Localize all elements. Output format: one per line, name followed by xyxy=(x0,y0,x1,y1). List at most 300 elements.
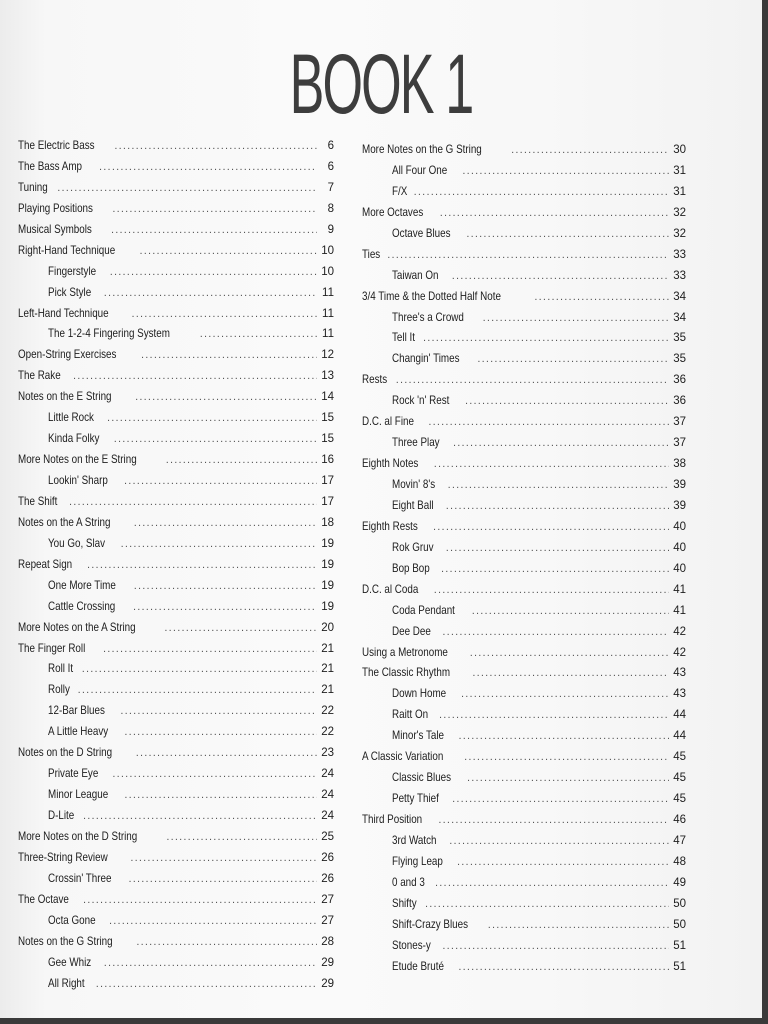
toc-entry-page: 18 xyxy=(321,516,334,529)
toc-entry-title: Raitt On xyxy=(392,707,429,722)
toc-entry-title: All Four One xyxy=(392,162,448,177)
dot-leader xyxy=(141,349,317,361)
dot-leader xyxy=(441,563,669,575)
dot-leader xyxy=(124,475,317,487)
toc-entry xyxy=(18,976,334,997)
dot-leader xyxy=(109,915,317,927)
toc-entry-page: 46 xyxy=(673,814,686,826)
toc-entry-title: Right-Hand Technique xyxy=(18,242,116,257)
dot-leader xyxy=(166,831,317,843)
dot-leader xyxy=(120,705,317,717)
toc-entry xyxy=(362,393,686,414)
toc-entry-page: 38 xyxy=(673,458,686,471)
dot-leader xyxy=(449,835,669,847)
toc-entry-page: 14 xyxy=(321,391,334,404)
toc-entry-title: Rok Gruv xyxy=(392,539,434,554)
dot-leader xyxy=(87,559,317,571)
toc-entry xyxy=(18,138,334,159)
toc-entry-title: Tuning xyxy=(18,179,48,194)
toc-entry-title: Notes on the E String xyxy=(18,389,112,404)
toc-entry-page: 27 xyxy=(321,914,334,927)
toc-entry xyxy=(362,603,686,624)
toc-entry-page: 33 xyxy=(673,269,686,282)
dot-leader xyxy=(396,374,669,386)
toc-entry-title: Ties xyxy=(362,246,381,261)
toc-entry xyxy=(18,620,334,641)
dot-leader xyxy=(465,395,669,407)
toc-entry-page: 40 xyxy=(673,520,686,533)
toc-entry-page: 9 xyxy=(327,223,334,236)
toc-entry xyxy=(18,955,334,976)
dot-leader xyxy=(110,266,317,278)
dot-leader xyxy=(96,978,317,990)
dot-leader xyxy=(470,647,669,659)
toc-entry-title: Stones-y xyxy=(392,937,431,952)
toc-entry xyxy=(362,791,686,812)
dot-leader xyxy=(440,207,669,219)
dot-leader xyxy=(166,454,317,466)
toc-entry xyxy=(18,703,334,724)
dot-leader xyxy=(134,517,317,529)
toc-entry-title: D.C. al Fine xyxy=(362,414,414,429)
toc-entry-page: 21 xyxy=(321,684,334,697)
toc-entry-page: 44 xyxy=(673,709,686,722)
toc-entry-title: D.C. al Coda xyxy=(362,581,419,596)
toc-entry-page: 49 xyxy=(673,876,686,889)
toc-entry-title: Shift-Crazy Blues xyxy=(392,916,469,931)
dot-leader xyxy=(114,140,317,152)
toc-entry-title: Private Eye xyxy=(48,766,99,781)
dot-leader xyxy=(423,332,669,344)
toc-entry-page: 39 xyxy=(673,479,686,491)
toc-entry xyxy=(18,808,334,829)
toc-entry-title: 3/4 Time & the Dotted Half Note xyxy=(362,288,501,303)
toc-entry-page: 20 xyxy=(321,621,334,634)
toc-entry xyxy=(18,850,334,871)
toc-entry-page: 28 xyxy=(321,935,334,948)
toc-entry-title: The Bass Amp xyxy=(18,158,82,173)
toc-entry xyxy=(18,913,334,934)
dot-leader xyxy=(488,919,669,931)
toc-entry-page: 43 xyxy=(673,667,686,680)
toc-entry-title: Pick Style xyxy=(48,284,92,299)
toc-entry xyxy=(362,561,686,582)
dot-leader xyxy=(452,270,669,282)
toc-entry-title: Taiwan On xyxy=(392,267,439,282)
toc-entry xyxy=(18,515,334,536)
dot-leader xyxy=(132,308,317,320)
dot-leader xyxy=(57,182,317,194)
toc-entry-page: 39 xyxy=(673,499,686,512)
toc-entry-title: All Right xyxy=(48,975,85,990)
toc-entry xyxy=(18,306,334,327)
toc-entry-title: Fingerstyle xyxy=(48,263,97,278)
toc-entry-page: 48 xyxy=(673,855,686,868)
toc-entry-page: 45 xyxy=(673,751,686,764)
toc-entry-page: 45 xyxy=(673,793,686,806)
toc-entry xyxy=(18,473,334,494)
dot-leader xyxy=(83,894,317,906)
toc-entry xyxy=(18,285,334,306)
toc-entry-page: 8 xyxy=(327,202,334,215)
toc-entry xyxy=(362,226,686,247)
toc-entry xyxy=(18,536,334,557)
toc-entry-title: More Notes on the D String xyxy=(18,828,138,843)
toc-entry-page: 21 xyxy=(321,663,334,676)
toc-entry xyxy=(362,414,686,435)
toc-entry xyxy=(362,456,686,477)
toc-entry xyxy=(18,641,334,662)
toc-entry-page: 16 xyxy=(321,454,334,467)
toc-entry xyxy=(362,330,686,351)
toc-column-left xyxy=(18,138,334,996)
toc-entry-title: Eighth Rests xyxy=(362,518,418,533)
dot-leader xyxy=(164,622,317,634)
toc-entry-page: 24 xyxy=(321,810,334,822)
toc-entry-page: 51 xyxy=(673,939,686,952)
toc-entry-page: 44 xyxy=(673,730,686,743)
toc-entry xyxy=(362,268,686,289)
toc-entry-title: Rests xyxy=(362,372,388,387)
dot-leader xyxy=(99,161,317,173)
dot-leader xyxy=(534,291,669,303)
toc-entry-title: Classic Blues xyxy=(392,770,452,785)
toc-entry-page: 24 xyxy=(321,789,334,802)
toc-entry-page: 13 xyxy=(321,370,334,383)
toc-entry-title: Kinda Folky xyxy=(48,431,100,446)
dot-leader xyxy=(452,793,669,805)
dot-leader xyxy=(442,940,669,952)
dot-leader xyxy=(83,810,317,822)
toc-entry-page: 40 xyxy=(673,562,686,575)
toc-entry-page: 37 xyxy=(673,437,686,450)
toc-entry-title: A Classic Variation xyxy=(362,749,444,764)
toc-entry-title: Left-Hand Technique xyxy=(18,305,109,320)
dot-leader xyxy=(136,747,317,759)
dot-leader xyxy=(140,245,317,257)
toc-entry xyxy=(362,645,686,666)
toc-entry-title: Movin' 8's xyxy=(392,477,436,491)
toc-entry-title: You Go, Slav xyxy=(48,535,106,550)
toc-entry-title: Tell It xyxy=(392,330,415,345)
toc-entry xyxy=(18,892,334,913)
toc-entry-page: 22 xyxy=(321,705,334,718)
dot-leader xyxy=(472,667,669,679)
dot-leader xyxy=(78,684,317,696)
toc-entry-title: More Notes on the E String xyxy=(18,452,137,467)
toc-entry-page: 47 xyxy=(673,834,686,847)
dot-leader xyxy=(414,186,669,198)
toc-entry-page: 37 xyxy=(673,416,686,429)
dot-leader xyxy=(134,580,317,592)
toc-entry-page: 26 xyxy=(321,851,334,864)
toc-entry xyxy=(362,854,686,875)
toc-entry-title: Notes on the D String xyxy=(18,745,113,760)
toc-entry-title: Petty Thief xyxy=(392,791,439,806)
toc-entry xyxy=(362,247,686,268)
toc-entry-page: 17 xyxy=(321,495,334,508)
toc-entry-title: Using a Metronome xyxy=(362,644,448,659)
toc-entry-page: 50 xyxy=(673,918,686,931)
toc-entry-title: Three Play xyxy=(392,435,440,450)
toc-entry xyxy=(18,934,334,955)
page-title: BOOK 1 xyxy=(289,37,473,131)
toc-entry-title: Playing Positions xyxy=(18,200,93,215)
toc-entry-title: D-Lite xyxy=(48,808,75,822)
dot-leader xyxy=(107,412,317,424)
dot-leader xyxy=(457,856,669,868)
toc-entry-title: The Shift xyxy=(18,493,58,508)
toc-entry xyxy=(362,184,686,205)
dot-leader xyxy=(124,789,317,801)
toc-entry xyxy=(18,410,334,431)
dot-leader xyxy=(466,228,669,240)
toc-entry xyxy=(362,624,686,645)
dot-leader xyxy=(425,898,669,910)
toc-entry xyxy=(362,812,686,833)
toc-entry-page: 19 xyxy=(321,579,334,592)
toc-entry-page: 30 xyxy=(673,144,686,156)
dot-leader xyxy=(128,873,317,885)
toc-entry-page: 29 xyxy=(321,956,334,969)
toc-entry-title: More Octaves xyxy=(362,204,424,219)
toc-entry-page: 10 xyxy=(321,244,334,257)
toc-entry-title: Crossin' Three xyxy=(48,870,112,885)
toc-entry xyxy=(362,205,686,226)
toc-entry-page: 34 xyxy=(673,311,686,324)
toc-entry xyxy=(362,435,686,456)
toc-entry-title: Octave Blues xyxy=(392,225,451,240)
toc-entry-page: 35 xyxy=(673,353,686,366)
dot-leader xyxy=(446,500,669,512)
toc-entry-title: A Little Heavy xyxy=(48,724,109,739)
toc-entry-page: 42 xyxy=(673,625,686,638)
toc-entry-page: 11 xyxy=(322,307,334,320)
toc-entry-page: 17 xyxy=(321,475,334,487)
toc-entry-page: 29 xyxy=(321,977,334,990)
toc-entry-title: 12-Bar Blues xyxy=(48,703,105,718)
dot-leader xyxy=(435,877,669,889)
dot-leader xyxy=(387,249,669,261)
dot-leader xyxy=(124,726,317,738)
toc-entry xyxy=(18,201,334,222)
toc-entry xyxy=(362,896,686,917)
dot-leader xyxy=(439,709,669,721)
toc-entry-title: Open-String Exercises xyxy=(18,347,117,362)
toc-entry-title: Eighth Notes xyxy=(362,456,419,471)
dot-leader xyxy=(112,203,317,215)
toc-entry-title: The Finger Roll xyxy=(18,640,86,655)
dot-leader xyxy=(130,852,317,864)
toc-entry-title: Flying Leap xyxy=(392,853,443,868)
toc-entry-title: The Rake xyxy=(18,368,61,383)
toc-entry xyxy=(18,368,334,389)
toc-entry xyxy=(362,519,686,540)
toc-entry xyxy=(362,770,686,791)
toc-entry-page: 21 xyxy=(321,642,334,655)
toc-entry xyxy=(362,665,686,686)
toc-entry xyxy=(18,745,334,766)
toc-entry-title: Gee Whiz xyxy=(48,954,92,969)
toc-entry-title: Cattle Crossing xyxy=(48,598,116,613)
toc-entry-title: Eight Ball xyxy=(392,497,434,512)
toc-entry-page: 27 xyxy=(321,893,334,906)
toc-entry-page: 36 xyxy=(673,395,686,408)
toc-entry xyxy=(362,351,686,372)
toc-entry xyxy=(18,326,334,347)
toc-entry xyxy=(362,582,686,603)
toc-entry-title: F/X xyxy=(392,183,408,198)
toc-entry-title: Changin' Times xyxy=(392,351,460,366)
toc-entry xyxy=(362,707,686,728)
toc-entry xyxy=(18,871,334,892)
dot-leader xyxy=(200,328,317,340)
dot-leader xyxy=(458,961,669,973)
toc-entry-title: The Electric Bass xyxy=(18,138,95,152)
dot-leader xyxy=(464,751,669,763)
toc-entry-title: Rolly xyxy=(48,682,70,697)
toc-entry xyxy=(18,264,334,285)
toc-entry-page: 32 xyxy=(673,227,686,240)
toc-entry-title: Minor's Tale xyxy=(392,728,445,743)
dot-leader xyxy=(104,957,317,969)
toc-entry-page: 11 xyxy=(322,286,334,299)
toc-entry-title: Three's a Crowd xyxy=(392,309,464,324)
dot-leader xyxy=(477,353,669,365)
toc-entry-title: Rock 'n' Rest xyxy=(392,393,450,408)
dot-leader xyxy=(467,772,669,784)
dot-leader xyxy=(434,584,669,596)
toc-entry-title: Roll It xyxy=(48,661,74,676)
toc-entry-title: More Notes on the G String xyxy=(362,142,482,156)
toc-entry-title: Minor League xyxy=(48,787,109,802)
dot-leader xyxy=(434,458,669,470)
dot-leader xyxy=(428,416,669,428)
toc-entry xyxy=(362,728,686,749)
toc-entry-title: Shifty xyxy=(392,895,417,910)
toc-entry-page: 25 xyxy=(321,830,334,843)
toc-entry-title: Etude Bruté xyxy=(392,958,444,973)
toc-entry xyxy=(362,686,686,707)
toc-entry-title: Three-String Review xyxy=(18,849,108,864)
toc-entry-title: Down Home xyxy=(392,686,447,701)
dot-leader xyxy=(438,814,669,826)
dot-leader xyxy=(73,370,317,382)
toc-entry-title: The Classic Rhythm xyxy=(362,665,451,680)
toc-entry xyxy=(362,498,686,519)
toc-entry-page: 45 xyxy=(673,772,686,785)
toc-entry xyxy=(362,372,686,393)
toc-entry-page: 19 xyxy=(321,558,334,571)
toc-entry xyxy=(18,243,334,264)
toc-entry-title: 3rd Watch xyxy=(392,832,437,847)
toc-entry-page: 41 xyxy=(673,583,686,596)
toc-entry-page: 7 xyxy=(327,181,334,194)
toc-entry-page: 10 xyxy=(321,265,334,278)
toc-entry xyxy=(18,766,334,787)
toc-entry xyxy=(362,875,686,896)
dot-leader xyxy=(135,391,317,403)
toc-entry xyxy=(18,829,334,850)
dot-leader xyxy=(69,496,317,508)
toc-entry xyxy=(18,431,334,452)
toc-entry-title: The 1-2-4 Fingering System xyxy=(48,326,170,341)
toc-entry xyxy=(362,163,686,184)
dot-leader xyxy=(453,437,669,449)
toc-entry xyxy=(18,494,334,515)
toc-entry xyxy=(18,787,334,808)
toc-entry-page: 6 xyxy=(327,140,334,152)
toc-entry-page: 40 xyxy=(673,541,686,554)
toc-entry xyxy=(18,222,334,243)
toc-entry xyxy=(362,142,686,163)
toc-entry-title: More Notes on the A String xyxy=(18,619,136,634)
toc-entry-title: One More Time xyxy=(48,577,116,592)
dot-leader xyxy=(448,479,669,491)
toc-entry xyxy=(18,682,334,703)
dot-leader xyxy=(458,730,669,742)
toc-entry xyxy=(362,833,686,854)
dot-leader xyxy=(136,936,317,948)
toc-entry-page: 33 xyxy=(673,248,686,261)
toc-entry-page: 24 xyxy=(321,768,334,781)
toc-entry-page: 11 xyxy=(322,328,334,341)
toc-entry-page: 35 xyxy=(673,332,686,345)
dot-leader xyxy=(461,688,669,700)
toc-entry-page: 19 xyxy=(321,600,334,613)
toc-entry-page: 22 xyxy=(321,726,334,739)
toc-entry xyxy=(18,452,334,473)
toc-entry-title: Bop Bop xyxy=(392,560,430,575)
toc-entry xyxy=(18,578,334,599)
toc-entry xyxy=(362,749,686,770)
toc-entry-title: Lookin' Sharp xyxy=(48,473,108,487)
toc-entry xyxy=(362,959,686,980)
toc-entry-title: Third Position xyxy=(362,812,423,826)
dot-leader xyxy=(133,601,317,613)
toc-entry-page: 50 xyxy=(673,897,686,910)
toc-entry-title: Notes on the A String xyxy=(18,514,111,529)
toc-entry-page: 26 xyxy=(321,872,334,885)
dot-leader xyxy=(82,663,317,675)
dot-leader xyxy=(121,538,317,550)
toc-entry-page: 15 xyxy=(321,433,334,446)
toc-entry xyxy=(18,347,334,368)
dot-leader xyxy=(111,224,317,236)
toc-column-right xyxy=(362,142,686,980)
toc-entry-page: 19 xyxy=(321,537,334,550)
toc-entry-title: 0 and 3 xyxy=(392,874,425,889)
toc-entry xyxy=(18,159,334,180)
toc-entry xyxy=(362,289,686,310)
dot-leader xyxy=(442,626,669,638)
toc-entry-page: 43 xyxy=(673,688,686,701)
toc-entry-page: 23 xyxy=(321,747,334,760)
toc-entry-page: 34 xyxy=(673,290,686,303)
toc-entry xyxy=(18,180,334,201)
toc-entry xyxy=(362,540,686,561)
toc-entry xyxy=(18,599,334,620)
toc-entry-page: 12 xyxy=(321,349,334,362)
toc-entry-page: 42 xyxy=(673,646,686,659)
toc-entry xyxy=(362,917,686,938)
toc-entry-title: The Octave xyxy=(18,891,69,906)
toc-entry-title: Coda Pendant xyxy=(392,602,455,617)
dot-leader xyxy=(112,768,317,780)
toc-entry-page: 41 xyxy=(673,604,686,617)
toc-entry xyxy=(18,389,334,410)
dot-leader xyxy=(462,165,669,177)
